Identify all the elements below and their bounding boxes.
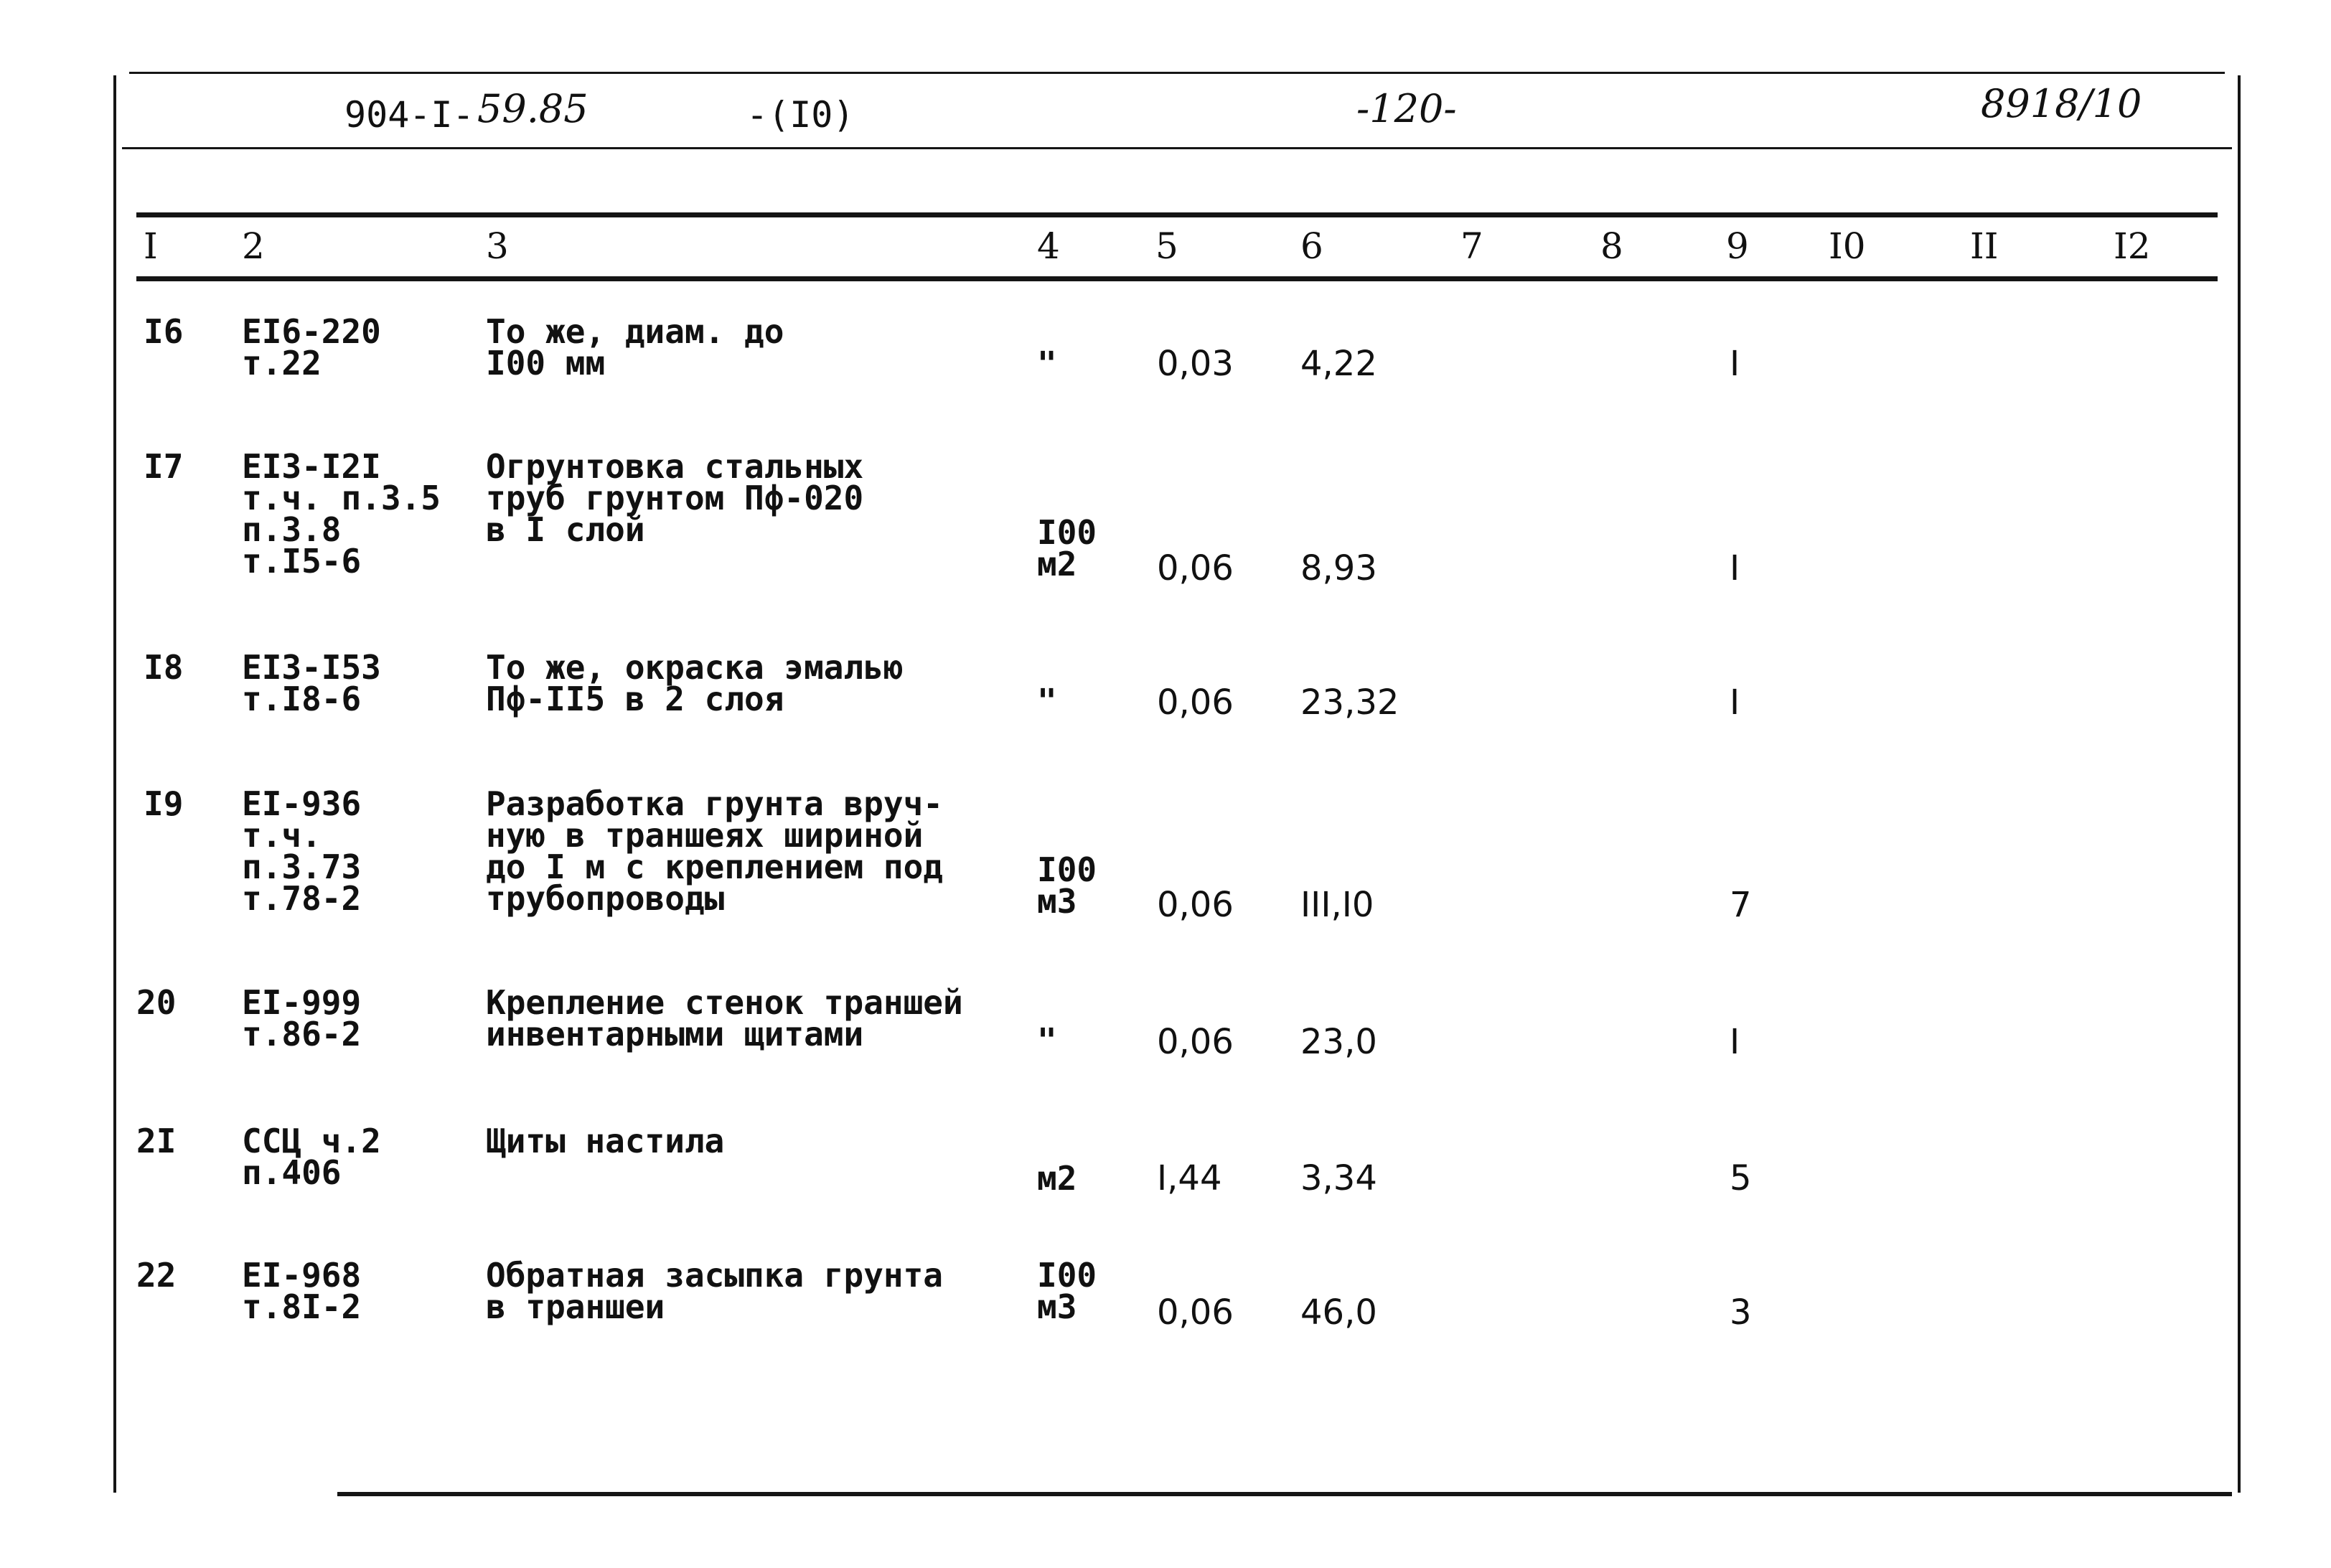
row-number: 22	[136, 1256, 177, 1295]
quantity: 0,06	[1157, 1292, 1234, 1333]
page-number: -120-	[1356, 86, 1457, 131]
column-header: 7	[1460, 225, 1483, 267]
norm-code: EI-936 т.ч. п.3.73 т.78-2	[242, 784, 362, 918]
table-top-rule	[136, 212, 2218, 217]
document-code-handwritten: 59.85	[477, 86, 588, 131]
work-description: Щиты настила	[486, 1122, 725, 1160]
top-rule	[129, 72, 2225, 74]
work-description: Огрунтовка стальных труб грунтом Пф-020 в I слой	[486, 447, 864, 549]
row-number: I9	[144, 784, 184, 823]
unit: "	[1037, 682, 1057, 720]
unit: "	[1037, 1021, 1057, 1060]
quantity: 0,06	[1157, 885, 1234, 925]
column-header: 3	[486, 225, 509, 267]
column-header: 4	[1037, 225, 1060, 267]
column-9-value: I	[1730, 682, 1740, 723]
column-header: 8	[1600, 225, 1623, 267]
unit-price: 46,0	[1300, 1292, 1377, 1333]
work-description: То же, диам. до I00 мм	[486, 312, 784, 382]
row-number: I7	[144, 447, 184, 486]
column-header: 5	[1155, 225, 1178, 267]
column-header-rule	[136, 276, 2218, 281]
column-9-value: I	[1730, 548, 1740, 588]
norm-code: EI-968 т.8I-2	[242, 1256, 362, 1326]
section-number: -(I0)	[746, 94, 855, 136]
norm-code: ССЦ ч.2 п.406	[242, 1122, 381, 1192]
norm-code: EI6-220 т.22	[242, 312, 381, 382]
work-description: Крепление стенок траншей инвентарными щитами	[486, 983, 963, 1053]
column-9-value: I	[1730, 344, 1740, 384]
column-header: I	[144, 225, 158, 267]
unit: I00 м3	[1037, 1256, 1097, 1326]
column-9-value: 3	[1730, 1292, 1752, 1333]
column-9-value: 7	[1730, 885, 1752, 925]
column-9-value: I	[1730, 1022, 1740, 1062]
row-number: 2I	[136, 1122, 177, 1160]
quantity: 0,06	[1157, 548, 1234, 588]
unit: I00 м3	[1037, 850, 1097, 921]
sheet-reference: 8918/10	[1981, 81, 2142, 126]
column-header: 2	[242, 225, 265, 267]
work-description: Обратная засыпка грунта в траншеи	[486, 1256, 943, 1326]
row-number: I8	[144, 648, 184, 687]
quantity: I,44	[1157, 1158, 1222, 1198]
column-header: II	[1970, 225, 1999, 267]
right-border	[2238, 75, 2241, 1493]
unit-price: 3,34	[1300, 1158, 1377, 1198]
quantity: 0,03	[1157, 344, 1234, 384]
unit-price: III,I0	[1300, 885, 1374, 925]
row-number: I6	[144, 312, 184, 351]
unit: м2	[1037, 1159, 1077, 1198]
norm-code: EI-999 т.86-2	[242, 983, 362, 1053]
column-9-value: 5	[1730, 1158, 1752, 1198]
column-header: I2	[2114, 225, 2151, 267]
column-header: I0	[1829, 225, 1866, 267]
bottom-rule	[337, 1492, 2232, 1496]
work-description: Разработка грунта вруч- ную в траншеях шириной до I м с креплением под трубопроводы	[486, 784, 943, 918]
unit-price: 8,93	[1300, 548, 1377, 588]
unit: "	[1037, 344, 1057, 383]
norm-code: EI3-I2I т.ч. п.3.5 п.3.8 т.I5-6	[242, 447, 441, 581]
unit-price: 23,0	[1300, 1022, 1377, 1062]
unit-price: 4,22	[1300, 344, 1377, 384]
column-header: 6	[1300, 225, 1323, 267]
work-description: То же, окраска эмалью Пф-II5 в 2 слоя	[486, 648, 904, 718]
document-code: 904-I-	[344, 94, 474, 136]
quantity: 0,06	[1157, 1022, 1234, 1062]
quantity: 0,06	[1157, 682, 1234, 723]
column-header: 9	[1726, 225, 1749, 267]
norm-code: EI3-I53 т.I8-6	[242, 648, 381, 718]
row-number: 20	[136, 983, 177, 1022]
left-border	[113, 75, 116, 1493]
unit-price: 23,32	[1300, 682, 1399, 723]
unit: I00 м2	[1037, 513, 1097, 583]
header-underline	[122, 147, 2232, 149]
